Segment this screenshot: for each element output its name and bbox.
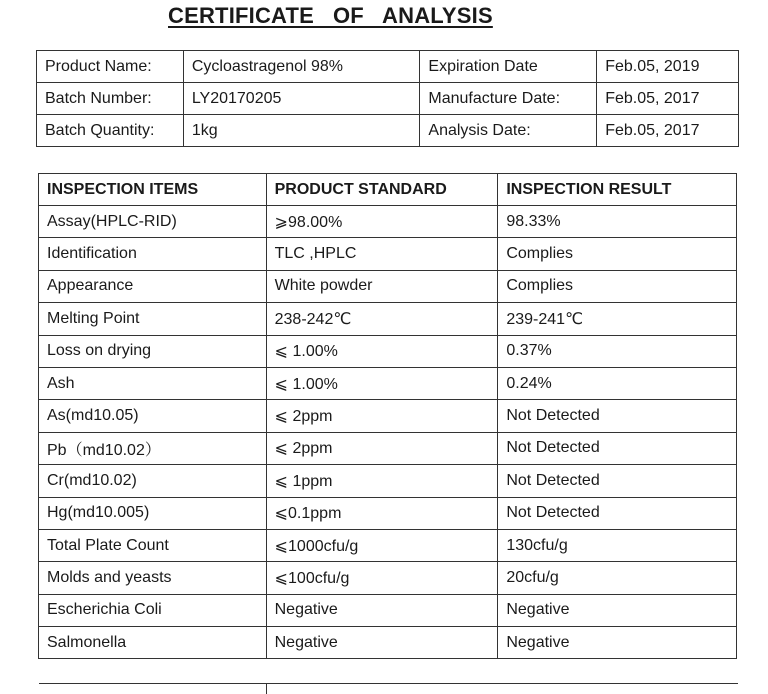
standard-cell: ⩽ 1.00%	[266, 367, 498, 399]
info-row	[37, 51, 739, 83]
standard-cell: 238-242℃	[266, 303, 498, 335]
result-cell: 0.37%	[498, 335, 737, 367]
result-cell: Complies	[498, 270, 737, 302]
page-title: CERTIFICATE OF ANALYSIS	[168, 3, 493, 28]
item-cell: Loss on drying	[39, 335, 267, 367]
standard-cell: TLC ,HPLC	[266, 238, 498, 270]
inspection-table	[38, 173, 737, 659]
batch-quantity-value: 1kg	[183, 115, 420, 147]
standard-cell: ⩽ 2ppm	[266, 400, 498, 432]
standard-cell: ⩽0.1ppm	[266, 497, 498, 529]
analysis-date-label: Analysis Date:	[420, 115, 597, 147]
standard-cell: ⩾98.00%	[266, 206, 498, 238]
table-row	[39, 562, 737, 594]
product-name-label: Product Name:	[37, 51, 184, 83]
result-cell: Not Detected	[498, 497, 737, 529]
table-row	[39, 400, 737, 432]
result-cell: Not Detected	[498, 465, 737, 497]
table-row	[39, 367, 737, 399]
header-inspection-items: INSPECTION ITEMS	[39, 174, 267, 206]
item-cell: Molds and yeasts	[39, 562, 267, 594]
result-cell: Complies	[498, 238, 737, 270]
result-cell: Not Detected	[498, 432, 737, 464]
table-row	[39, 497, 737, 529]
batch-number-label: Batch Number:	[37, 83, 184, 115]
item-cell: Hg(md10.005)	[39, 497, 267, 529]
table-row	[39, 627, 737, 659]
item-cell: Total Plate Count	[39, 529, 267, 561]
result-cell: 98.33%	[498, 206, 737, 238]
standard-cell: ⩽ 1.00%	[266, 335, 498, 367]
item-cell: Ash	[39, 367, 267, 399]
standard-cell: ⩽1000cfu/g	[266, 529, 498, 561]
result-cell: 130cfu/g	[498, 529, 737, 561]
batch-quantity-label: Batch Quantity:	[37, 115, 184, 147]
table-row	[39, 206, 737, 238]
manufacture-date-label: Manufacture Date:	[420, 83, 597, 115]
info-row	[37, 115, 739, 147]
product-info-table	[36, 50, 739, 147]
expiration-date-label: Expiration Date	[420, 51, 597, 83]
expiration-date-value: Feb.05, 2019	[597, 51, 739, 83]
inspection-header-row	[39, 174, 737, 206]
item-cell: Melting Point	[39, 303, 267, 335]
item-cell: Appearance	[39, 270, 267, 302]
table-row	[39, 238, 737, 270]
table-row	[39, 335, 737, 367]
item-cell: Identification	[39, 238, 267, 270]
item-cell: Cr(md10.02)	[39, 465, 267, 497]
item-cell: Assay(HPLC-RID)	[39, 206, 267, 238]
standard-cell: ⩽ 2ppm	[266, 432, 498, 464]
table-row	[39, 594, 737, 626]
standard-cell: Negative	[266, 594, 498, 626]
analysis-date-value: Feb.05, 2017	[597, 115, 739, 147]
item-cell: As(md10.05)	[39, 400, 267, 432]
info-row	[37, 83, 739, 115]
result-cell: 0.24%	[498, 367, 737, 399]
result-cell: Negative	[498, 594, 737, 626]
table-row	[39, 303, 737, 335]
table-row	[39, 270, 737, 302]
product-name-value: Cycloastragenol 98%	[183, 51, 420, 83]
standard-cell: ⩽ 1ppm	[266, 465, 498, 497]
manufacture-date-value: Feb.05, 2017	[597, 83, 739, 115]
header-inspection-result: INSPECTION RESULT	[498, 174, 737, 206]
table-row	[39, 465, 737, 497]
item-cell: Salmonella	[39, 627, 267, 659]
standard-cell: ⩽100cfu/g	[266, 562, 498, 594]
next-table-edge	[39, 683, 738, 694]
table-row	[39, 529, 737, 561]
result-cell: 239-241℃	[498, 303, 737, 335]
table-row	[39, 432, 737, 464]
result-cell: Not Detected	[498, 400, 737, 432]
header-product-standard: PRODUCT STANDARD	[266, 174, 498, 206]
standard-cell: Negative	[266, 627, 498, 659]
standard-cell: White powder	[266, 270, 498, 302]
item-cell: Pb（md10.02）	[39, 432, 267, 464]
batch-number-value: LY20170205	[183, 83, 420, 115]
item-cell: Escherichia Coli	[39, 594, 267, 626]
result-cell: Negative	[498, 627, 737, 659]
result-cell: 20cfu/g	[498, 562, 737, 594]
next-table-divider	[266, 684, 267, 694]
